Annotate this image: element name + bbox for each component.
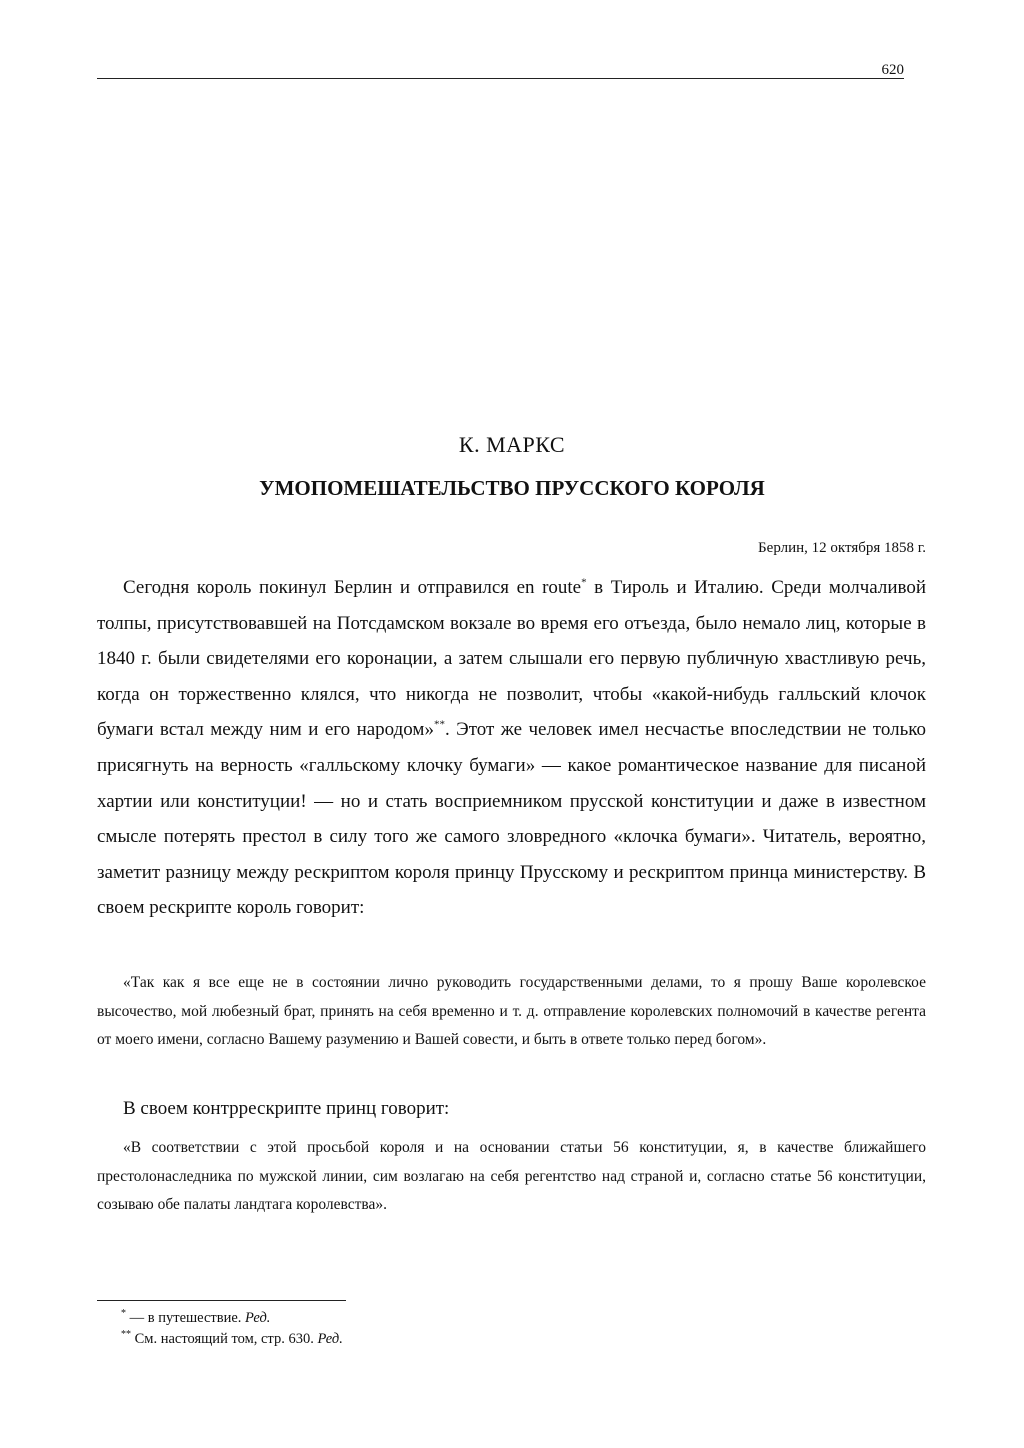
footnote-editor-note: Ред. — [245, 1310, 271, 1326]
page-number: 620 — [881, 62, 904, 78]
footnote-1 — [121, 1308, 270, 1328]
footnote-ref-2: ** — [433, 719, 445, 732]
footnote-2 — [121, 1329, 343, 1349]
body-text-part-c: . Этот же человек имел несчастье впоследствии не только присягнуть на верность «галльскому клочку бумаги» — какое романтическое название для писаной хартии или конституции! — но и стать восприемником прусской конституции и даже в известном смысле потерять престол в силу того же самого зловредного «клочка бумаги». Читатель, вероятно, заметит разницу между рескриптом короля принцу Прусскому и рескриптом принца министерству. В своем рескрипте король говорит: — [97, 719, 926, 919]
body-paragraph-1 — [97, 570, 926, 926]
footnote-mark: ** — [121, 1329, 131, 1341]
footnote-mark: * — [121, 1308, 126, 1320]
article-author: К. МАРКС — [458, 432, 566, 457]
dateline: Берлин, 12 октября 1858 г. — [758, 540, 926, 556]
footnote-text: См. настоящий том, стр. 630. — [131, 1331, 318, 1347]
body-text-part-a: Сегодня король покинул Берлин и отправился en route — [123, 577, 582, 598]
footnote-ref-1: * — [581, 576, 587, 589]
header-rule — [97, 78, 904, 79]
footnote-text: — в путешествие. — [126, 1310, 246, 1326]
block-quote-king: «Так как я все еще не в состоянии лично руководить государственными делами, то я прошу Ваше королевское высочество, мой любезный брат, принять на себя временно и т. д. отправление королевских полномочий в качестве регента от моего имени, согласно Вашему разумению и Вашей совести, и быть в ответе только перед богом». — [97, 974, 926, 1048]
block-quote-prince: «В соответствии с этой просьбой короля и на основании статьи 56 конституции, я, в качестве ближайшего престолонаследника по мужской линии, сим возлагаю на себя регентство над страной и, согласно статье 56 конституции, созываю обе палаты ландтага королевства». — [97, 1139, 926, 1213]
footnote-rule — [97, 1300, 346, 1301]
article-title: УМОПОМЕШАТЕЛЬСТВО ПРУССКОГО КОРОЛЯ — [259, 476, 765, 500]
footnote-editor-note: Ред. — [317, 1331, 343, 1347]
body-text-part-b: в Тироль и Италию. Среди молчаливой толпы, присутствовавшей на Потсдамском вокзале во время его отъезда, было немало лиц, которые в 1840 г. были свидетелями его коронации, а затем слышали его первую публичную хвастливую речь, когда он торжественно клялся, что никогда не позволит, чтобы «какой-нибудь галльский клочок бумаги встал между ним и его народом» — [97, 577, 927, 741]
body-paragraph-2: В своем контррескрипте принц говорит: — [123, 1098, 450, 1119]
